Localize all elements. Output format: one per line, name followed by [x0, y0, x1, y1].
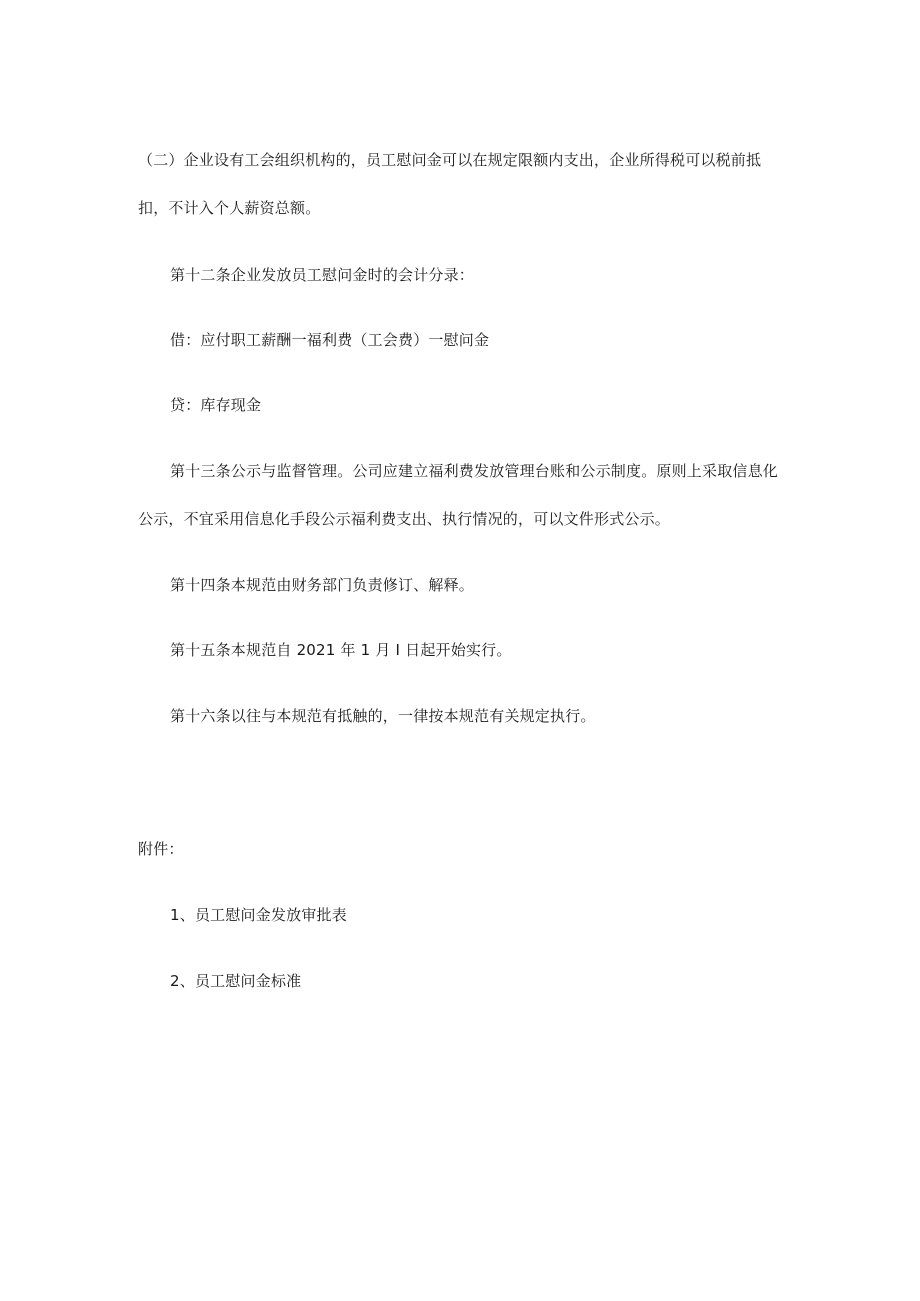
paragraph-2-line-2: 扣，不计入个人薪资总额。 — [138, 199, 321, 217]
debit-entry: 借：应付职工薪酬一福利费（工会费）一慰问金 — [170, 331, 490, 349]
credit-entry: 贷：库存现金 — [170, 396, 262, 414]
article-15: 第十五条本规范自 2021 年 1 月 I 日起开始实行。 — [170, 641, 512, 659]
article-16: 第十六条以往与本规范有抵触的，一律按本规范有关规定执行。 — [170, 707, 596, 725]
article-13-line-2: 公示，不宜采用信息化手段公示福利费支出、执行情况的，可以文件形式公示。 — [138, 510, 671, 528]
article-13-line-1: 第十三条公示与监督管理。公司应建立福利费发放管理台账和公示制度。原则上采取信息化 — [170, 462, 779, 480]
article-12: 第十二条企业发放员工慰问金时的会计分录： — [170, 266, 475, 284]
article-14: 第十四条本规范由财务部门负责修订、解释。 — [170, 576, 475, 594]
paragraph-2-line-1: （二）企业设有工会组织机构的，员工慰问金可以在规定限额内支出，企业所得税可以税前抵 — [138, 151, 762, 169]
attachment-item-2: 2、员工慰问金标准 — [170, 972, 302, 990]
attachments-heading: 附件： — [138, 840, 184, 858]
attachment-item-1: 1、员工慰问金发放审批表 — [170, 906, 347, 924]
